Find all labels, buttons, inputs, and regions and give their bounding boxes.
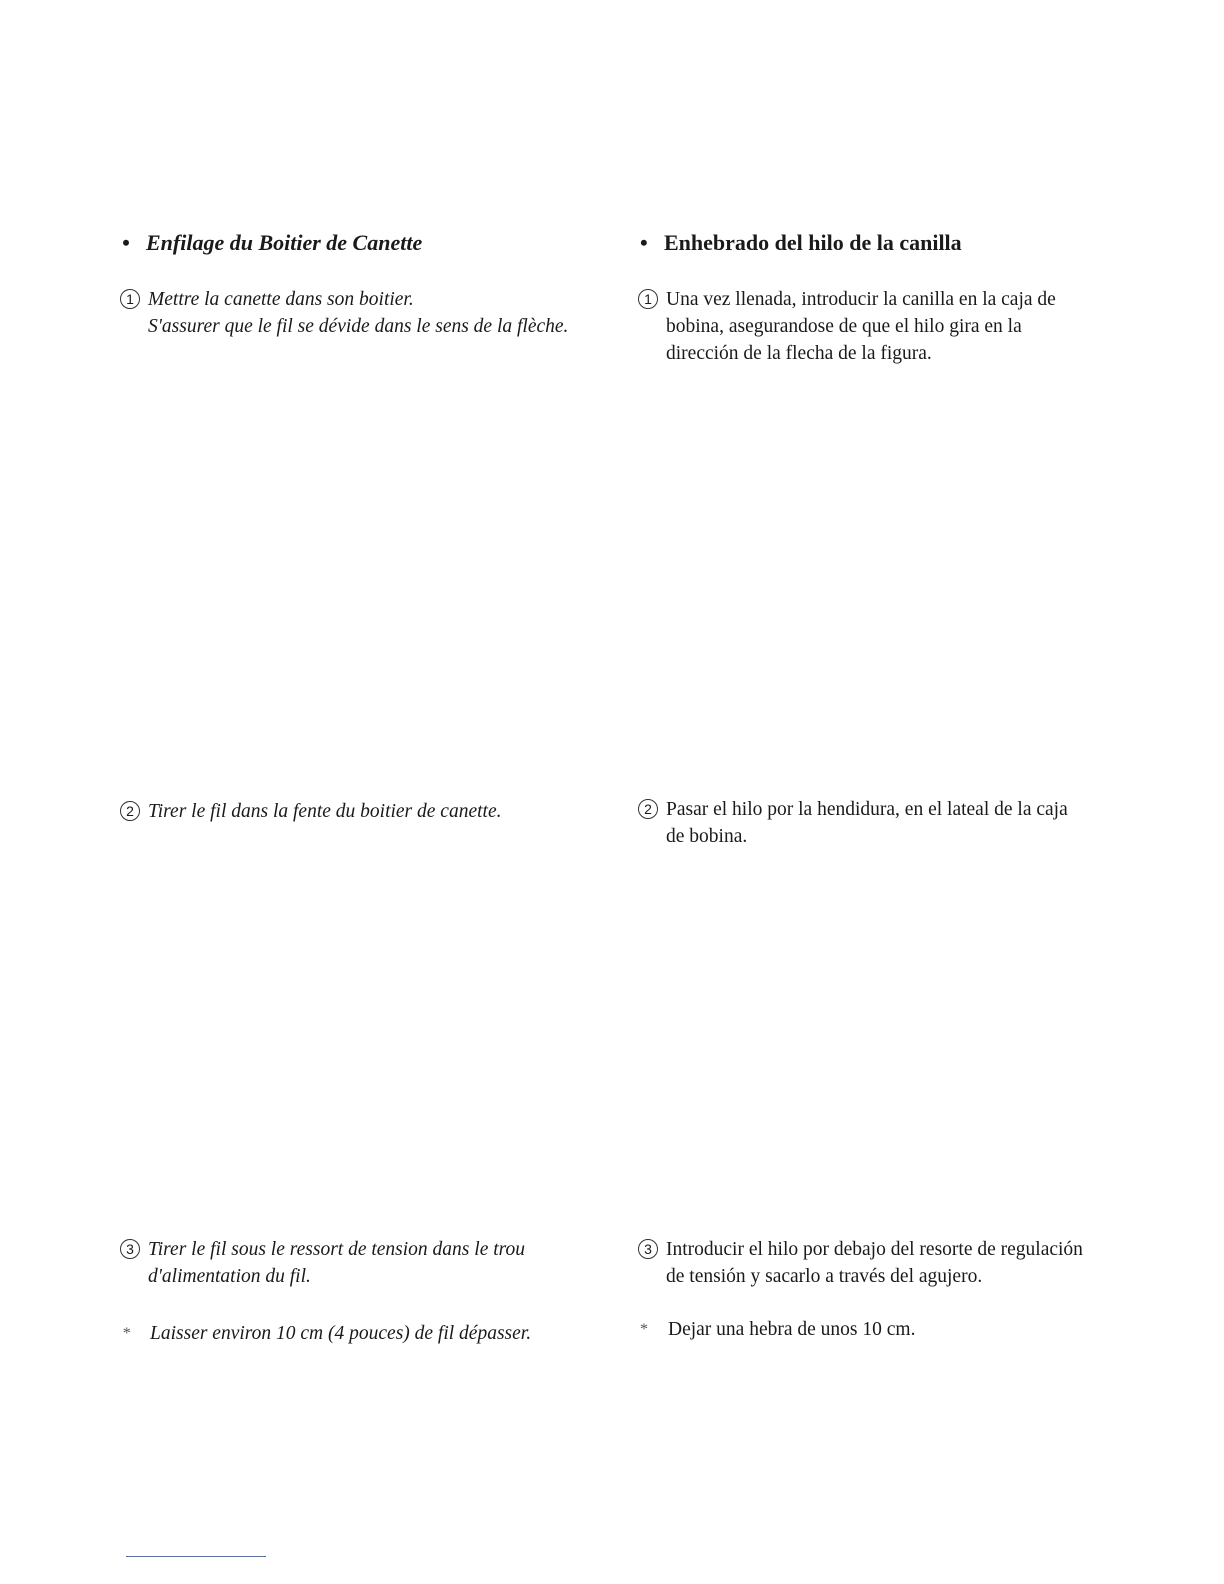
bullet-icon: •	[640, 230, 648, 255]
step-text-line: bobina, asegurandose de que el hilo gira en la	[666, 316, 1022, 337]
step-text-line: d'alimentation du fil.	[148, 1266, 311, 1287]
step-number-badge: 2	[638, 799, 658, 819]
step-text-line: de bobina.	[666, 826, 748, 847]
bullet-icon: •	[122, 230, 130, 255]
step-number-badge: 2	[120, 801, 140, 821]
asterisk-icon: *	[122, 1325, 130, 1342]
step-text-line: Tirer le fil sous le ressort de tension dans le trou	[148, 1239, 526, 1260]
step-text-line: dirección de la flecha de la figura.	[666, 343, 932, 364]
step-3-french	[120, 1236, 620, 1290]
step-text-line: Una vez llenada, introducir la canilla en la caja de	[666, 289, 1056, 310]
asterisk-icon: *	[640, 1321, 648, 1338]
step-text-line: Pasar el hilo por la hendidura, en el lateal de la caja	[666, 799, 1068, 820]
step-number-badge: 1	[120, 289, 140, 309]
step-3-spanish	[638, 1236, 1138, 1290]
section-heading-french	[122, 228, 422, 258]
heading-text: Enhebrado del hilo de la canilla	[664, 230, 962, 255]
step-number-badge: 1	[638, 289, 658, 309]
step-number-badge: 3	[120, 1239, 140, 1259]
note-text: Dejar una hebra de unos 10 cm.	[668, 1319, 916, 1340]
step-text-line: Tirer le fil dans la fente du boitier de canette.	[148, 801, 502, 822]
step-2-french	[120, 798, 620, 825]
heading-text: Enfilage du Boitier de Canette	[146, 230, 423, 255]
note-french	[122, 1320, 622, 1347]
step-text-line: Introducir el hilo por debajo del resorte de regulación	[666, 1239, 1083, 1260]
step-1-french	[120, 286, 620, 340]
note-text: Laisser environ 10 cm (4 pouces) de fil dépasser.	[150, 1323, 532, 1344]
note-spanish	[640, 1316, 1140, 1343]
step-2-spanish	[638, 796, 1138, 850]
step-1-spanish	[638, 286, 1138, 367]
section-heading-spanish	[640, 228, 962, 258]
step-text-line: de tensión y sacarlo a través del agujero.	[666, 1266, 983, 1287]
step-text-line: Mettre la canette dans son boitier.	[148, 289, 414, 310]
step-text-line: S'assurer que le fil se dévide dans le sens de la flèche.	[148, 316, 569, 337]
step-number-badge: 3	[638, 1239, 658, 1259]
footer-rule	[126, 1556, 266, 1557]
